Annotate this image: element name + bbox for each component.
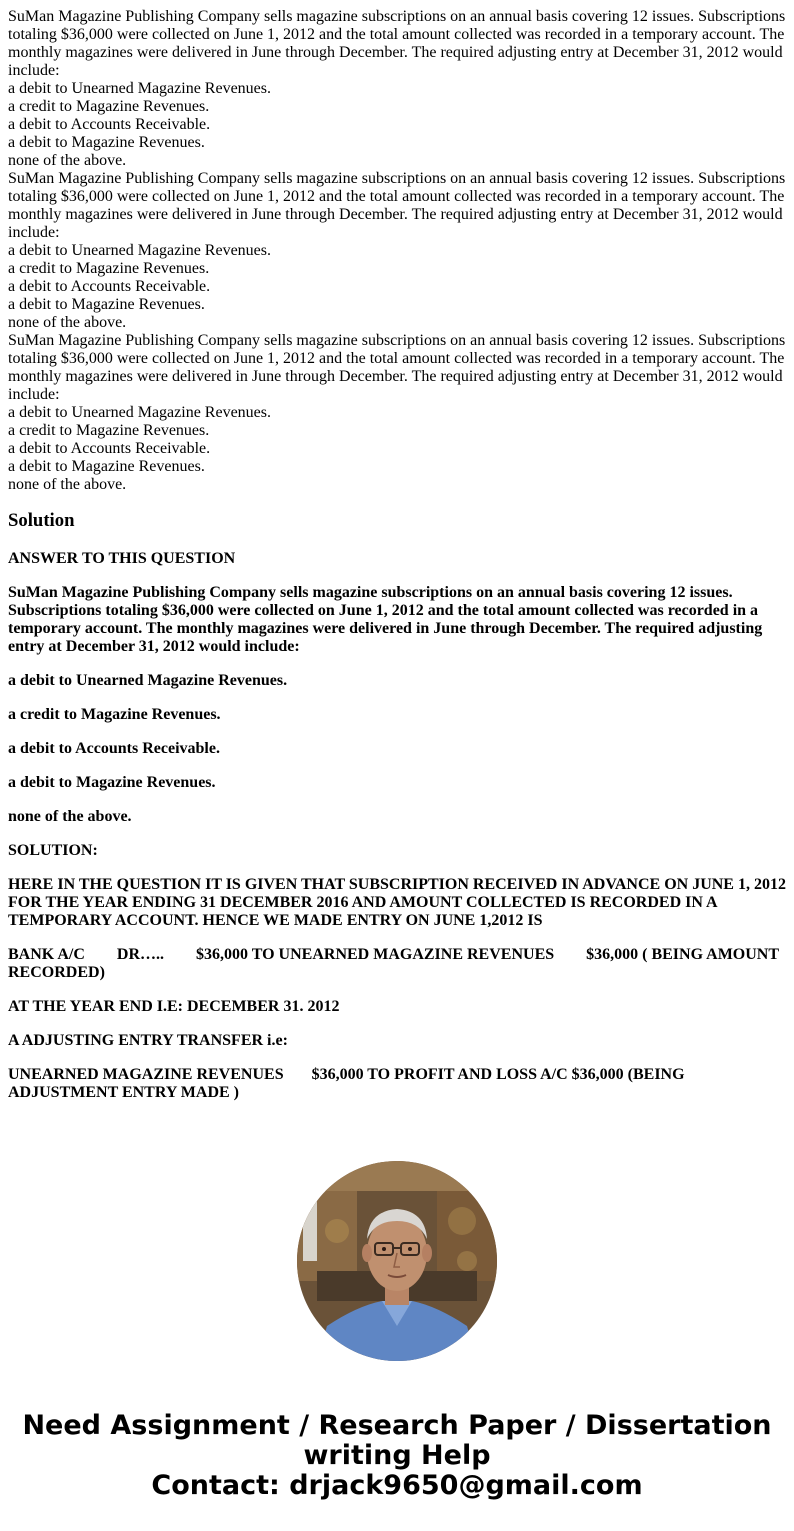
option-c: a debit to Accounts Receivable.	[8, 278, 211, 295]
question-text: SuMan Magazine Publishing Company sells magazine subscriptions on an annual basis covering 12 issues. Subscriptions totaling $36,000 were collected on June 1, 2012 and the total amount collected was recorded in a temporary account. The monthly magazines were delivered in June through December. The required adjusting entry at December 31, 2012 would include:	[8, 8, 786, 79]
year-end-line: AT THE YEAR END I.E: DECEMBER 31. 2012	[8, 998, 340, 1015]
solution-option-e: none of the above.	[8, 808, 132, 825]
promo-line-2: writing Help	[303, 1440, 491, 1471]
journal-entry-1: BANK A/C DR….. $36,000 TO UNEARNED MAGAZINE REVENUES $36,000 ( BEING AMOUNT RECORDED)	[8, 946, 783, 981]
promo-line-1: Need Assignment / Research Paper / Dissertation	[22, 1410, 772, 1441]
option-b: a credit to Magazine Revenues.	[8, 422, 210, 439]
solution-heading: Solution	[8, 510, 75, 531]
question-block	[8, 8, 786, 170]
answer-label: ANSWER TO THIS QUESTION	[8, 550, 236, 567]
solution-option-a: a debit to Unearned Magazine Revenues.	[8, 672, 288, 689]
option-d: a debit to Magazine Revenues.	[8, 296, 205, 313]
question-text: SuMan Magazine Publishing Company sells magazine subscriptions on an annual basis covering 12 issues. Subscriptions totaling $36,000 were collected on June 1, 2012 and the total amount collected was recorded in a temporary account. The monthly magazines were delivered in June through December. The required adjusting entry at December 31, 2012 would include:	[8, 332, 786, 403]
option-d: a debit to Magazine Revenues.	[8, 458, 205, 475]
journal-entry-2: UNEARNED MAGAZINE REVENUES $36,000 TO PROFIT AND LOSS A/C $36,000 (BEING ADJUSTMENT ENTRY MADE )	[8, 1066, 688, 1101]
adjusting-label: A ADJUSTING ENTRY TRANSFER i.e:	[8, 1032, 288, 1049]
option-a: a debit to Unearned Magazine Revenues.	[8, 80, 272, 97]
question-block	[8, 332, 786, 494]
avatar	[297, 1161, 497, 1361]
option-a: a debit to Unearned Magazine Revenues.	[8, 242, 272, 259]
option-e: none of the above.	[8, 314, 127, 331]
option-a: a debit to Unearned Magazine Revenues.	[8, 404, 272, 421]
option-e: none of the above.	[8, 152, 127, 169]
question-text: SuMan Magazine Publishing Company sells magazine subscriptions on an annual basis covering 12 issues. Subscriptions totaling $36,000 were collected on June 1, 2012 and the total amount collected was recorded in a temporary account. The monthly magazines were delivered in June through December. The required adjusting entry at December 31, 2012 would include:	[8, 170, 786, 241]
avatar-portrait	[297, 1161, 497, 1361]
solution-label: SOLUTION:	[8, 842, 98, 859]
promo-banner	[0, 1411, 794, 1501]
option-d: a debit to Magazine Revenues.	[8, 134, 205, 151]
option-c: a debit to Accounts Receivable.	[8, 440, 211, 457]
solution-option-d: a debit to Magazine Revenues.	[8, 774, 216, 791]
promo-contact[interactable]: Contact: drjack9650@gmail.com	[151, 1470, 643, 1501]
page	[0, 8, 794, 1531]
option-b: a credit to Magazine Revenues.	[8, 98, 210, 115]
solution-option-b: a credit to Magazine Revenues.	[8, 706, 221, 723]
solution-explanation: HERE IN THE QUESTION IT IS GIVEN THAT SUBSCRIPTION RECEIVED IN ADVANCE ON JUNE 1, 2012 FOR THE YEAR ENDING 31 DECEMBER 2016 AND AMOUNT COLLECTED IS RECORDED IN A TEMPORARY ACCOUNT. HENCE WE MADE ENTRY ON JUNE 1,2012 IS	[8, 876, 786, 929]
option-b: a credit to Magazine Revenues.	[8, 260, 210, 277]
solution-option-c: a debit to Accounts Receivable.	[8, 740, 220, 757]
question-block	[8, 170, 786, 332]
option-c: a debit to Accounts Receivable.	[8, 116, 211, 133]
solution-question-text: SuMan Magazine Publishing Company sells magazine subscriptions on an annual basis covering 12 issues. Subscriptions totaling $36,000 were collected on June 1, 2012 and the total amount collected was recorded in a temporary account. The monthly magazines were delivered in June through December. The required adjusting entry at December 31, 2012 would include:	[8, 584, 763, 655]
option-e: none of the above.	[8, 476, 127, 493]
solution-body	[8, 550, 786, 1102]
